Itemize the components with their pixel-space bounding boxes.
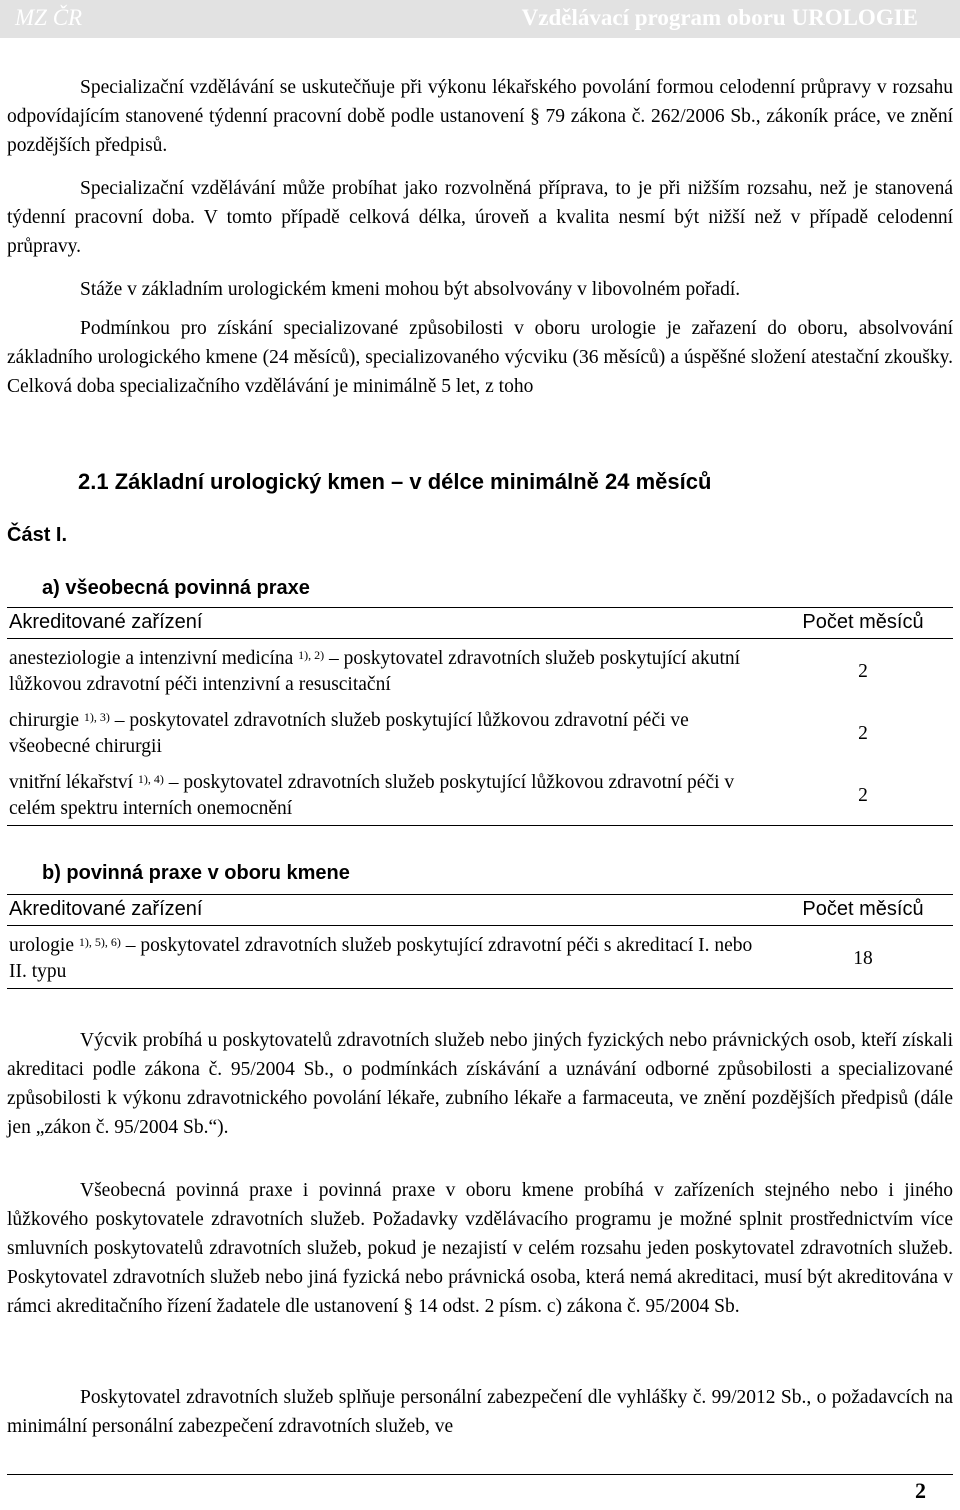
discipline-name: vnitřní lékařství xyxy=(9,772,134,793)
paragraph-body-1: Výcvik probíhá u poskytovatelů zdravotních služeb nebo jiných fyzických nebo právnických osob, kteří získali akreditaci podle zákona č. 95/2004 Sb., o podmínkách získávání a uznávání odborné způsobilosti a specializované způsobilosti k výkonu zdravotnického povolání lékaře, zubního lékaře a farmaceuta, ve znění pozdějších předpisů (dále jen „zákon č. 95/2004 Sb.“). xyxy=(7,1030,953,1138)
table-general-practice xyxy=(7,607,953,826)
months-cell: 2 xyxy=(858,723,868,744)
facility-description: poskytovatel zdravotních služeb poskytující zdravotní péči s akreditací I. nebo II. typu xyxy=(9,935,753,982)
months-cell: 2 xyxy=(858,661,868,682)
facility-cell: chirurgie $^{1), 3)}$ – poskytovatel zdravotních služeb poskytující lůžkovou zdravotní péči ve všeobecné chirurgii xyxy=(9,710,689,757)
paragraph-intro-2: Specializační vzdělávání může probíhat jako rozvolněná příprava, to je při nižším rozsahu, než je stanovená týdenní pracovní doba. V tomto případě celková délka, úroveň a kvalita nesmí být nižší než v případě celodenní průpravy. xyxy=(7,178,953,257)
footnote-ref: 1), 4) xyxy=(137,772,164,786)
paragraph-body-3: Poskytovatel zdravotních služeb splňuje personální zabezpečení dle vyhlášky č. 99/2012 Sb., o požadavcích na minimální personální zabezpečení zdravotních služeb, ve xyxy=(7,1387,953,1437)
header-document-title: Vzdělávací program oboru UROLOGIE xyxy=(521,5,918,30)
page-number: 2 xyxy=(915,1478,926,1503)
table-core-practice xyxy=(7,894,953,989)
paragraph-body-2: Všeobecná povinná praxe i povinná praxe v oboru kmene probíhá v zařízeních stejného nebo i jiného lůžkového poskytovatele zdravotních služeb. Požadavky vzdělávacího programu je možné splnit prostřednictvím více smluvních poskytovatelů zdravotních služeb, pokud je nezajistí v celém rozsahu jeden poskytovatel zdravotních služeb. Poskytovatel zdravotních služeb nebo jiná fyzická nebo právnická osoba, která nemá akreditaci, musí být akreditována v rámci akreditačního řízení žadatele dle ustanovení § 14 odst. 2 písm. c) zákona č. 95/2004 Sb. xyxy=(7,1180,953,1317)
table-header-row xyxy=(7,608,953,639)
table-row xyxy=(7,763,953,826)
table-b-title: b) povinná praxe v oboru kmene xyxy=(42,862,350,884)
footer-divider xyxy=(7,1474,953,1475)
discipline-name: urologie xyxy=(9,935,74,956)
table-row xyxy=(7,926,953,989)
months-cell: 2 xyxy=(771,763,953,826)
paragraph-intro-4: Podmínkou pro získání specializované způsobilosti v oboru urologie je zařazení do oboru, absolvování základního urologického kmene (24 měsíců), specializovaného výcviku (36 měsíců) a úspěšné složení atestační zkoušky. Celková doba specializačního vzdělávání je minimálně 5 let, z toho xyxy=(7,318,953,397)
facility-description: poskytovatel zdravotních služeb poskytující lůžkovou zdravotní péči ve všeobecné chirurgii xyxy=(9,710,689,757)
footnote-ref: 1), 2) xyxy=(298,648,325,662)
table-a-title: a) všeobecná povinná praxe xyxy=(42,577,310,599)
footnote-ref: 1), 5), 6) xyxy=(78,935,121,949)
column-header-facility: Akreditované zařízení xyxy=(7,895,771,926)
table-row xyxy=(7,701,953,763)
facility-cell: anesteziologie a intenzivní medicína $^{1), 2)}$ – poskytovatel zdravotních služeb poskytující akutní lůžkovou zdravotní péči intenzivní a resuscitační xyxy=(9,648,741,695)
facility-cell: vnitřní lékařství $^{1), 4)}$ – poskytovatel zdravotních služeb poskytující lůžkovou zdravotní péči v celém spektru interních onemocnění xyxy=(7,763,771,826)
paragraph-intro-3: Stáže v základním urologickém kmeni mohou být absolvovány v libovolném pořadí. xyxy=(80,279,741,300)
column-header-months: Počet měsíců xyxy=(771,608,953,639)
footnote-ref: 1), 3) xyxy=(83,710,110,724)
section-title: 2.1 Základní urologický kmen – v délce minimálně 24 měsíců xyxy=(78,469,712,494)
table-header-row xyxy=(7,895,953,926)
paragraph-intro-1: Specializační vzdělávání se uskutečňuje při výkonu lékařského povolání formou celodenní průpravy v rozsahu odpovídajícím stanovené týdenní pracovní době podle ustanovení § 79 zákona č. 262/2006 Sb., zákoník práce, ve znění pozdějších předpisů. xyxy=(7,77,953,156)
column-header-facility: Akreditované zařízení xyxy=(7,608,771,639)
facility-description: poskytovatel zdravotních služeb poskytující akutní lůžkovou zdravotní péči intenzivní a resuscitační xyxy=(9,648,741,695)
months-cell: 18 xyxy=(771,926,953,989)
table-row xyxy=(7,639,953,702)
part-label: Část I. xyxy=(7,524,68,546)
column-header-months: Počet měsíců xyxy=(771,895,953,926)
facility-description: poskytovatel zdravotních služeb poskytující lůžkovou zdravotní péči v celém spektru interních onemocnění xyxy=(9,772,735,819)
discipline-name: chirurgie xyxy=(9,710,80,731)
page-header xyxy=(0,0,960,38)
discipline-name: anesteziologie a intenzivní medicína xyxy=(9,648,294,669)
header-ministry: MZ ČR xyxy=(15,5,83,30)
facility-cell: urologie $^{1), 5), 6)}$ – poskytovatel zdravotních služeb poskytující zdravotní péči s akreditací I. nebo II. typu xyxy=(7,926,771,989)
